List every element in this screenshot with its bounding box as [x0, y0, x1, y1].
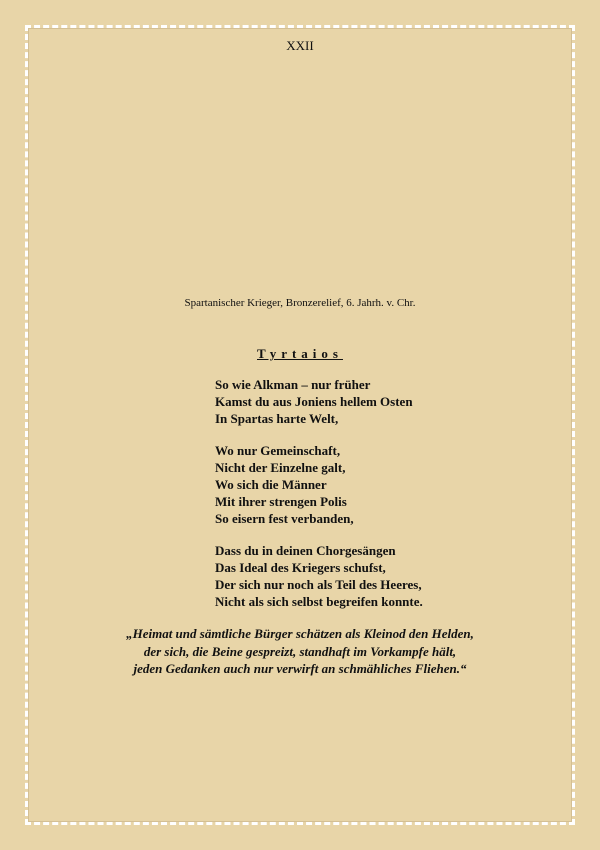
poem-body	[215, 377, 555, 627]
poem-line: So wie Alkman – nur früher	[215, 377, 371, 392]
poem-title: Tyrtaios	[257, 346, 343, 361]
quote-line: „Heimat und sämtliche Bürger schätzen als Kleinod den Helden,	[126, 626, 474, 641]
poem-line: Mit ihrer strengen Polis	[215, 493, 347, 509]
poem-line: Nicht der Einzelne galt,	[215, 460, 346, 476]
poem-stanza	[215, 543, 555, 610]
page-number: XXII	[286, 38, 314, 53]
poem-line: Wo sich die Männer	[215, 476, 327, 492]
poem-line: Wo nur Gemeinschaft,	[215, 443, 341, 459]
poem-line: Das Ideal des Kriegers schufst,	[215, 560, 386, 576]
quote-line: der sich, die Beine gespreizt, standhaft im Vorkampfe hält,	[143, 643, 457, 659]
poem-line: So eisern fest verbanden,	[215, 510, 354, 526]
quote-line: jeden Gedanken auch nur verwirft an schmähliches Fliehen.“	[133, 661, 467, 676]
poem-line: Kamst du aus Joniens hellem Osten	[215, 393, 413, 409]
poem-line: In Spartas harte Welt,	[215, 410, 339, 426]
image-caption: Spartanischer Krieger, Bronzerelief, 6. Jahrh. v. Chr.	[184, 297, 416, 309]
poem-stanza	[215, 443, 555, 527]
poem-line: Der sich nur noch als Teil des Heeres,	[215, 576, 422, 592]
tyrtaios-quote	[0, 625, 600, 678]
poem-line: Nicht als sich selbst begreifen konnte.	[215, 593, 423, 609]
poem-stanza	[215, 377, 555, 427]
poem-line: Dass du in deinen Chorgesängen	[215, 543, 396, 559]
